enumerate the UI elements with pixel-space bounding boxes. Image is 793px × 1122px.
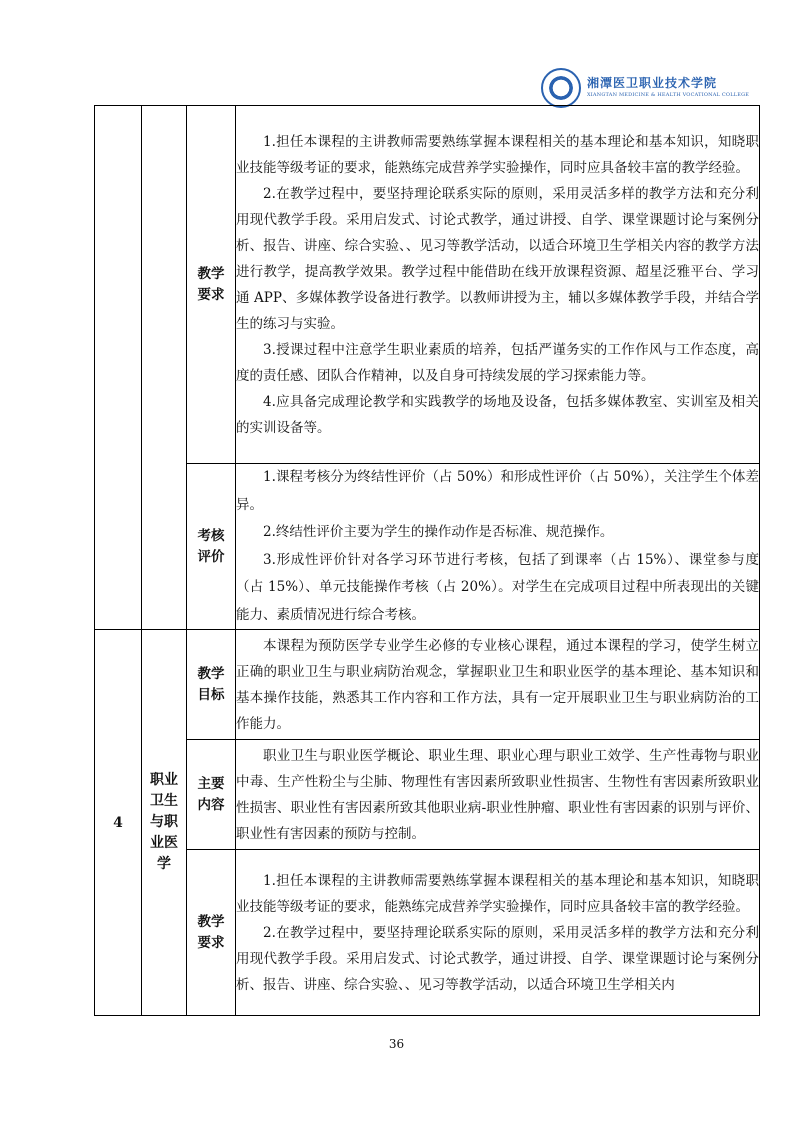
paragraph: 2.在教学过程中，要坚持理论联系实际的原则，采用灵活多样的教学方法和充分利用现代教学手段。采用启发式、讨论式教学，通过讲授、自学、课堂课题讨论与案例分析、报告、讲座、综合实验、、见习等教学活动，以适合环境卫生学相关内 xyxy=(236,924,759,993)
curriculum-table xyxy=(94,105,760,1016)
row-label xyxy=(187,850,236,1016)
logo-english: XIANGTAN MEDICINE & HEALTH VOCATIONAL COLLEGE xyxy=(587,92,750,98)
paragraph: 1.担任本课程的主讲教师需要熟练掌握本课程相关的基本理论和基本知识，知晓职业技能等级考证的要求，能熟练完成营养学实验操作，同时应具备较丰富的教学经验。 xyxy=(236,133,759,176)
table-row xyxy=(95,630,760,740)
paragraph: 3.形成性评价针对各学习环节进行考核，包括了到课率（占 15%）、课堂参与度（占 15%）、单元技能操作考核（占 20%）。对学生在完成项目过程中所表现出的关键能力、素质情况进行综合考核。 xyxy=(236,551,759,623)
prev-course-cell xyxy=(142,106,187,630)
course-number: 4 xyxy=(95,630,142,1016)
school-emblem-icon xyxy=(541,68,581,108)
table-row xyxy=(95,850,760,1016)
paragraph: 2.在教学过程中，要坚持理论联系实际的原则，采用灵活多样的教学方法和充分利用现代教学手段。采用启发式、讨论式教学，通过讲授、自学、课堂课题讨论与案例分析、报告、讲座、综合实验、、见习等教学活动，以适合环境卫生学相关内容的教学方法进行教学，提高教学效果。教学过程中能借助在线开放课程资源、超星泛雅平台、学习通 APP、多媒体教学设备进行教学。以教师讲授为主，辅以多媒体教学手段，并结合学生的练习与实验。 xyxy=(236,185,759,332)
main-content xyxy=(236,740,760,850)
paragraph: 1.课程考核分为终结性评价（占 50%）和形成性评价（占 50%），关注学生个体差异。 xyxy=(236,469,759,513)
content-label: 主要 内容 xyxy=(197,775,225,813)
objectives-content xyxy=(236,630,760,740)
paragraph: 职业卫生与职业医学概论、职业生理、职业心理与职业工效学、生产性毒物与职业中毒、生产性粉尘与尘肺、物理性有害因素所致职业性损害、生物性有害因素所致职业性损害、职业性有害因素所致其他职业病-职业性肿瘤、职业性有害因素的识别与评价、职业性有害因素的预防与控制。 xyxy=(236,747,759,842)
paragraph: 2.终结性评价主要为学生的操作动作是否标准、规范操作。 xyxy=(263,524,614,540)
course-name-text: 职业 卫生 与职 业医 学 xyxy=(150,772,178,872)
table-row xyxy=(95,740,760,850)
row-label xyxy=(187,106,236,464)
row-label xyxy=(187,464,236,630)
requirements-content xyxy=(236,106,760,464)
paragraph: 1.担任本课程的主讲教师需要熟练掌握本课程相关的基本理论和基本知识，知晓职业技能等级考证的要求，能熟练完成营养学实验操作，同时应具备较丰富的教学经验。 xyxy=(236,872,759,915)
paragraph: 本课程为预防医学专业学生必修的专业核心课程，通过本课程的学习，使学生树立正确的职业卫生与职业病防治观念，掌握职业卫生和职业医学的基本理论、基本知识和基本操作技能，熟悉其工作内容和工作方法，具有一定开展职业卫生与职业病防治的工作能力。 xyxy=(236,637,759,732)
page-number: 36 xyxy=(388,1037,405,1051)
row-label xyxy=(187,630,236,740)
table-row xyxy=(95,464,760,630)
logo-name: 湘潭医卫职业技术学院 xyxy=(587,76,718,90)
requirements-content xyxy=(236,850,760,1016)
course-name xyxy=(142,630,187,1016)
assessment-label: 考核 评价 xyxy=(197,527,225,565)
row-label xyxy=(187,740,236,850)
objectives-label: 教学 目标 xyxy=(197,665,225,703)
table-row xyxy=(95,106,760,464)
requirements-label: 教学 要求 xyxy=(197,913,225,951)
requirements-label: 教学 要求 xyxy=(197,265,225,303)
paragraph: 4.应具备完成理论教学和实践教学的场地及设备，包括多媒体教室、实训室及相关的实训设备等。 xyxy=(236,393,759,436)
assessment-content xyxy=(236,464,760,630)
prev-number-cell xyxy=(95,106,142,630)
paragraph: 3.授课过程中注意学生职业素质的培养，包括严谨务实的工作作风与工作态度，高度的责任感、团队合作精神，以及自身可持续发展的学习探索能力等。 xyxy=(236,341,759,384)
